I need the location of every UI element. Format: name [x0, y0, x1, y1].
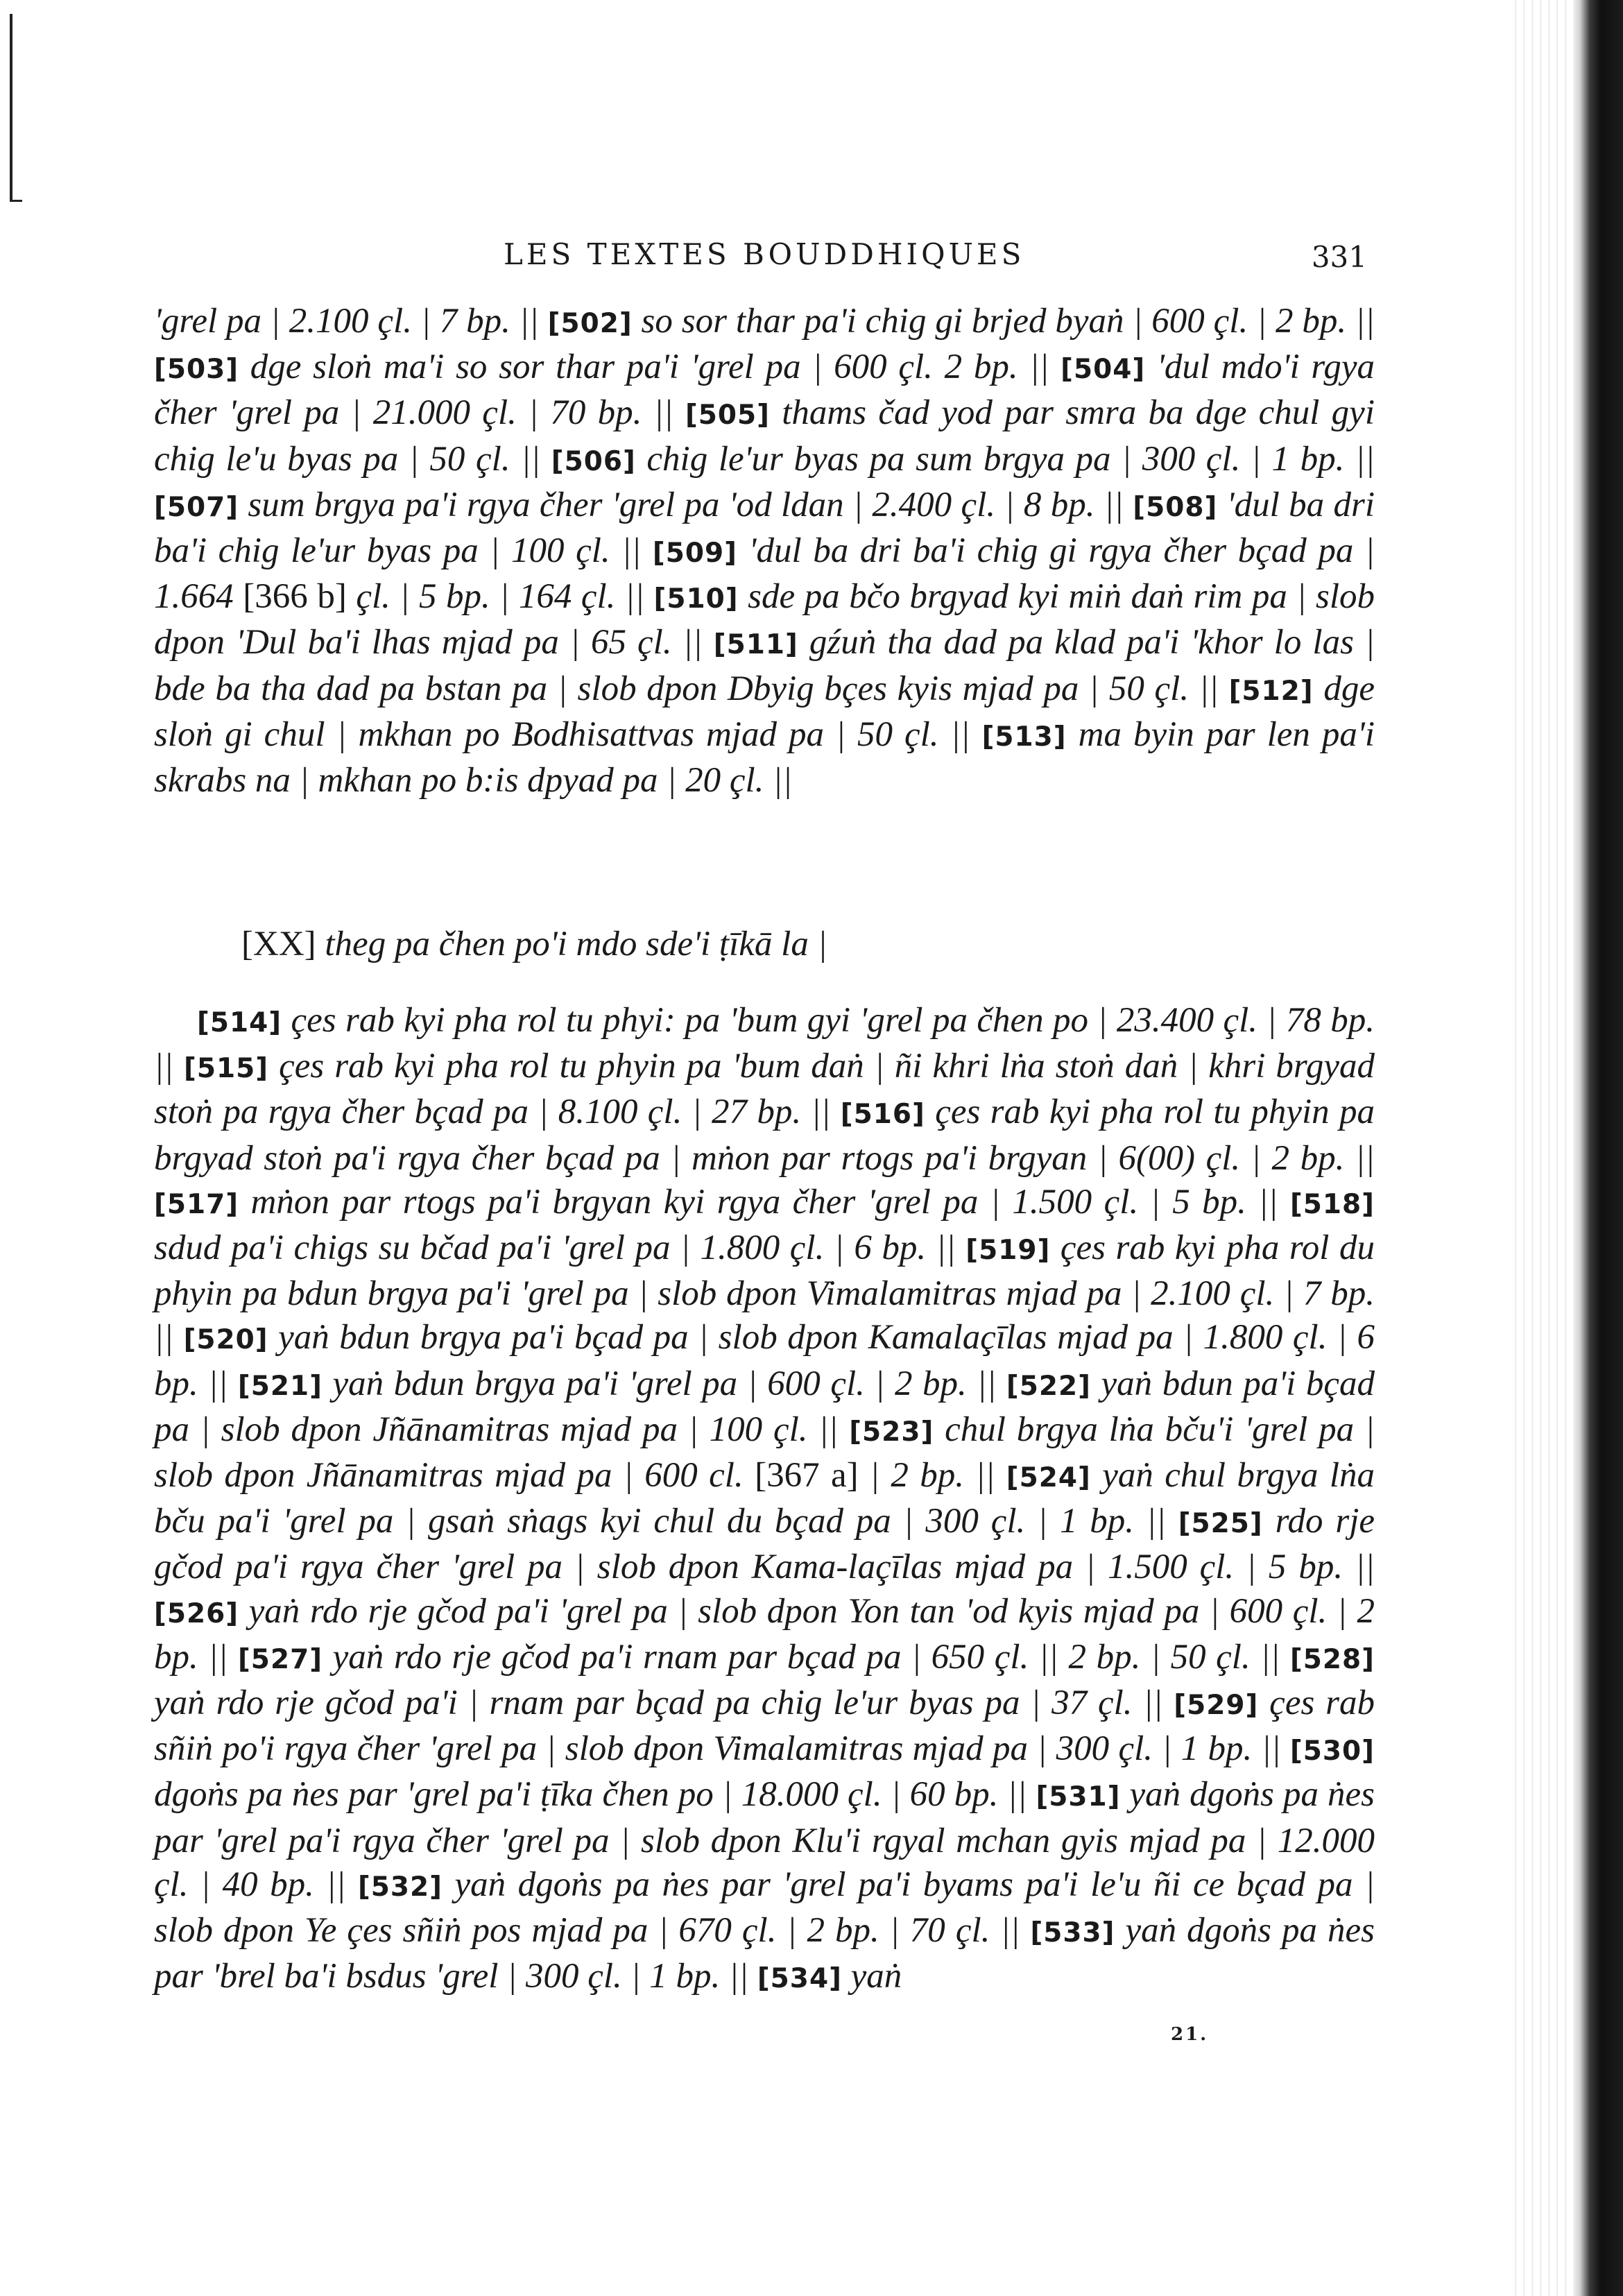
- folio-reference: [367 a]: [755, 1456, 859, 1496]
- entry-number: [529]: [1174, 1690, 1259, 1722]
- entry-number: [530]: [1289, 1736, 1375, 1767]
- entry-text: dge sloṅ gi chul | mkhan po Bodhisattvas mjad pa | 50 çl. ||: [154, 669, 1375, 754]
- signature-mark: 21.: [1171, 2024, 1209, 2045]
- entry-number: [531]: [1036, 1781, 1121, 1813]
- entry-text: ma byin par len pa'i skrabs na | mkhan po b:is dpyad pa | 20 çl. ||: [154, 714, 1375, 800]
- entry-text: çes rab kyi pha rol tu phyin pa 'bum daṅ | ñi khri lṅa stoṅ daṅ | khri brgyad stoṅ pa rgya čher bçad pa | 8.100 çl. | 27 bp. ||: [154, 1047, 1375, 1132]
- entry-number: [526]: [154, 1597, 239, 1629]
- scan-margin-tick: [10, 200, 22, 202]
- entry-text: yaṅ rdo rje gčod pa'i 'grel pa | slob dpon Yon tan 'od kyis mjad pa | 600 çl. | 2 bp. ||: [154, 1591, 1375, 1677]
- entry-text: dgoṅs pa ṅes par 'grel pa'i ṭīka čhen po | 18.000 çl. | 60 bp. ||: [154, 1775, 1036, 1815]
- entry-text: yaṅ rdo rje gčod pa'i rnam par bçad pa | 650 çl. || 2 bp. | 50 çl. ||: [323, 1637, 1290, 1677]
- entry-number: [510]: [653, 583, 739, 615]
- entry-text: so sor thar pa'i chig gi brjed byaṅ | 600 çl. | 2 bp. ||: [632, 302, 1375, 341]
- folio-reference: [366 b]: [243, 577, 347, 617]
- entry-text: çes rab kyi pha rol tu phyin pa brgyad stoṅ pa'i rgya čher bçad pa | mṅon par rtogs pa'i brgyan | 6(00) çl. | 2 bp. ||: [154, 1093, 1375, 1178]
- entry-number: [502]: [547, 308, 633, 339]
- entry-number: [534]: [757, 1963, 842, 1995]
- entry-number: [513]: [981, 721, 1067, 753]
- section-heading: [241, 923, 827, 966]
- entry-number: [532]: [357, 1871, 443, 1903]
- catalogue-paragraph-1: [154, 300, 1375, 803]
- entry-text: yaṅ bdun brgya pa'i 'grel pa | 600 çl. | 2 bp. ||: [322, 1364, 1006, 1403]
- page-header: [157, 237, 1367, 286]
- entry-text: sum brgya pa'i rgya čher 'grel pa 'od ldan | 2.400 çl. | 8 bp. ||: [239, 485, 1133, 524]
- entry-text: sde pa bčo brgyad kyi miṅ daṅ rim pa | slob dpon 'Dul ba'i lhas mjad pa | 65 çl. ||: [154, 577, 1375, 662]
- entry-text: 'dul ba dri ba'i chig gi rgya čher bçad pa | 1.664: [154, 531, 1375, 617]
- entry-number: [505]: [685, 400, 770, 431]
- entry-number: [504]: [1060, 354, 1146, 386]
- entry-number: [506]: [551, 445, 636, 477]
- entry-text: yaṅ dgoṅs pa ṅes par 'grel pa'i rgya čher 'grel pa | slob dpon Klu'i rgyal mchan gyis mjad pa | 12.000 çl. | 40 bp. ||: [154, 1775, 1375, 1904]
- page-number: 331: [1311, 240, 1367, 274]
- entry-number: [507]: [154, 491, 239, 523]
- entry-text: chig le'ur byas pa sum brgya pa | 300 çl. | 1 bp. ||: [635, 439, 1375, 479]
- scan-edge-shadow: [1573, 0, 1623, 2296]
- entry-number: [515]: [184, 1053, 269, 1085]
- entry-text: rdo rje gčod pa'i rgya čher 'grel pa | slob dpon Kama-laçīlas mjad pa | 1.500 çl. | 5 bp. ||: [154, 1502, 1375, 1587]
- entry-number: [503]: [154, 354, 239, 386]
- entry-number: [511]: [713, 629, 798, 661]
- entry-number: [525]: [1178, 1508, 1263, 1540]
- section-number: [XX]: [241, 925, 316, 963]
- entry-number: [514]: [197, 1007, 282, 1038]
- entry-number: [521]: [237, 1370, 323, 1402]
- entry-text: yaṅ: [841, 1957, 902, 1996]
- scan-edge-lines: [1509, 0, 1574, 2296]
- entry-number: [516]: [840, 1099, 925, 1131]
- section-title: theg pa čhen po'i mdo sde'i ṭīkā la |: [325, 925, 827, 963]
- entry-text: 'grel pa | 2.100 çl. | 7 bp. ||: [154, 302, 548, 341]
- entry-text: yaṅ bdun brgya pa'i bçad pa | slob dpon Kamalaçīlas mjad pa | 1.800 çl. | 6 bp. ||: [154, 1318, 1375, 1403]
- entry-number: [523]: [849, 1416, 934, 1448]
- entry-text: yaṅ rdo rje gčod pa'i | rnam par bçad pa chig le'ur byas pa | 37 çl. ||: [154, 1684, 1174, 1723]
- entry-text: 'dul mdo'i rgya čher 'grel pa | 21.000 çl. | 70 bp. ||: [154, 348, 1375, 433]
- entry-text: çes rab sñiṅ po'i rgya čher 'grel pa | slob dpon Vimalamitras mjad pa | 300 çl. | 1 bp. ||: [154, 1684, 1375, 1769]
- entry-number: [519]: [965, 1235, 1051, 1267]
- entry-text: gźuṅ tha dad pa klad pa'i 'khor lo las | bde ba tha dad pa bstan pa | slob dpon Dbyig bçes kyis mjad pa | 50 çl. ||: [154, 623, 1375, 708]
- entry-number: [512]: [1228, 675, 1314, 707]
- entry-text: sdud pa'i chigs su bčad pa'i 'grel pa | 1.800 çl. | 6 bp. ||: [154, 1228, 966, 1268]
- entry-number: [508]: [1133, 491, 1218, 523]
- running-title: LES TEXTES BOUDDHIQUES: [504, 237, 1025, 271]
- entry-text: chul brgya lṅa bču'i 'grel pa | slob dpon Jñānamitras mjad pa | 600 cl.: [154, 1410, 1375, 1496]
- entry-text: yaṅ bdun pa'i bçad pa | slob dpon Jñānamitras mjad pa | 100 çl. ||: [154, 1364, 1375, 1449]
- entry-text: mṅon par rtogs pa'i brgyan kyi rgya čher 'grel pa | 1.500 çl. | 5 bp. ||: [239, 1182, 1290, 1222]
- catalogue-paragraph-2: [154, 999, 1375, 2001]
- entry-text: çl. | 5 bp. | 164 çl. ||: [346, 577, 654, 617]
- entry-text: yaṅ chul brgya lṅa bču pa'i 'grel pa | gsaṅ sṅags kyi chul du bçad pa | 300 çl. | 1 bp. ||: [154, 1456, 1375, 1541]
- entry-number: [522]: [1006, 1370, 1091, 1402]
- entry-number: [533]: [1030, 1917, 1115, 1949]
- entry-text: thams čad yod par smra ba dge chul gyi chig le'u byas pa | 50 çl. ||: [154, 393, 1375, 479]
- entry-text: 'dul ba dri ba'i chig le'ur byas pa | 100 çl. ||: [154, 485, 1375, 571]
- entry-text: çes rab kyi pha rol tu phyi: pa 'bum gyi 'grel pa čhen po | 23.400 çl. | 78 bp. ||: [154, 1001, 1375, 1086]
- entry-text: | 2 bp. ||: [858, 1456, 1006, 1496]
- entry-number: [524]: [1006, 1462, 1091, 1494]
- entry-number: [528]: [1289, 1643, 1375, 1675]
- entry-number: [517]: [154, 1188, 239, 1220]
- entry-number: [520]: [183, 1324, 268, 1356]
- entry-text: dge sloṅ ma'i so sor thar pa'i 'grel pa | 600 çl. 2 bp. ||: [239, 348, 1061, 387]
- entry-text: yaṅ dgoṅs pa ṅes par 'brel ba'i bsdus 'grel | 300 çl. | 1 bp. ||: [154, 1911, 1375, 1996]
- entry-text: çes rab kyi pha rol du phyin pa bdun brgya pa'i 'grel pa | slob dpon Vimalamitras mjad pa | 2.100 çl. | 7 bp. ||: [154, 1228, 1375, 1357]
- entry-number: [518]: [1289, 1188, 1375, 1220]
- scan-margin-mark: [10, 14, 12, 201]
- entry-text: yaṅ dgoṅs pa ṅes par 'grel pa'i byams pa'i le'u ñi ce bçad pa | slob dpon Ye çes sñiṅ pos mjad pa | 670 çl. | 2 bp. | 70 çl. ||: [154, 1865, 1375, 1951]
- entry-number: [527]: [237, 1643, 323, 1675]
- entry-number: [509]: [652, 538, 737, 569]
